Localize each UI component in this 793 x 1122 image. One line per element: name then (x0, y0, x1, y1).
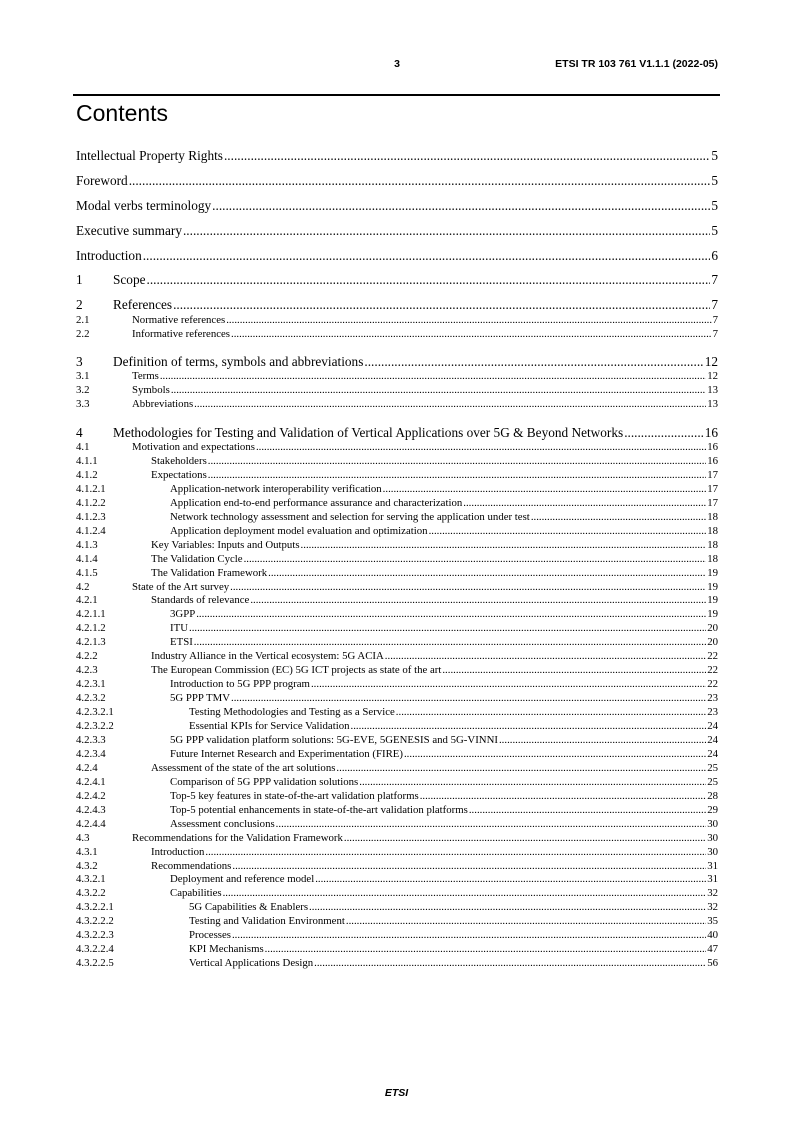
toc-entry-page: 23 (707, 692, 718, 705)
toc-entry-number: 3.1 (76, 370, 90, 382)
toc-entry-title: Definition of terms, symbols and abbreviations (113, 354, 364, 369)
toc-entry-number: 4.2.1.3 (76, 636, 106, 649)
toc-entry-title: Capabilities (170, 887, 222, 900)
toc-entry-page: 12 (704, 354, 718, 369)
toc-leader-dots (223, 887, 707, 900)
toc-entry-page: 5 (711, 198, 718, 213)
toc-entry-title: Testing and Validation Environment (189, 915, 345, 928)
toc-entry-title: Symbols (132, 384, 170, 396)
toc-leader-dots (189, 622, 706, 635)
toc-entry-page: 5 (711, 223, 718, 238)
toc-entry-number: 3.2 (76, 384, 90, 396)
toc-leader-dots (208, 455, 706, 468)
toc-entry-number: 1 (76, 272, 83, 287)
toc-leader-dots (383, 483, 707, 496)
toc-entry-title: Informative references (132, 328, 231, 340)
toc-entry-number: 4.2.3.1 (76, 678, 106, 691)
toc-leader-dots (336, 762, 706, 775)
toc-entry-title: Assessment of the state of the art solutions (151, 761, 336, 774)
toc-entry[interactable] (76, 525, 718, 538)
toc-entry-title: Key Variables: Inputs and Outputs (151, 538, 300, 551)
toc-entry[interactable] (76, 296, 718, 314)
toc-leader-dots (194, 636, 706, 649)
page-header (76, 56, 718, 72)
toc-entry-page: 47 (707, 943, 718, 956)
toc-entry-title: Top-5 key features in state-of-the-art validation platforms (170, 789, 419, 802)
toc-entry-number: 4.1.5 (76, 566, 98, 579)
toc-entry[interactable] (76, 328, 718, 341)
toc-leader-dots (385, 650, 706, 663)
toc-leader-dots (205, 846, 706, 859)
toc-entry-number: 4.3.2.1 (76, 873, 106, 886)
toc-entry-page: 18 (707, 538, 718, 551)
toc-entry-title: 5G PPP TMV (170, 692, 231, 705)
toc-entry[interactable] (76, 887, 718, 900)
toc-entry-page: 30 (707, 831, 718, 844)
toc-entry-page: 7 (712, 328, 718, 340)
toc-entry[interactable] (76, 846, 718, 859)
toc-leader-dots (171, 384, 706, 397)
toc-entry-page: 16 (707, 454, 718, 467)
toc-entry-title: Deployment and reference model (170, 873, 315, 886)
toc-entry[interactable] (76, 706, 718, 719)
toc-entry[interactable] (76, 636, 718, 649)
toc-entry-title: Industry Alliance in the Vertical ecosystem: 5G ACIA (151, 650, 384, 663)
toc-entry-title: Normative references (132, 314, 226, 326)
toc-leader-dots (346, 915, 706, 928)
toc-entry-number: 3 (76, 354, 83, 369)
toc-leader-dots (315, 873, 706, 886)
toc-entry-title: Introduction (151, 845, 205, 858)
toc-entry-page: 18 (707, 510, 718, 523)
toc-entry-title: Application deployment model evaluation and optimization (170, 524, 428, 537)
toc-entry-page: 29 (707, 803, 718, 816)
toc-leader-dots (344, 832, 706, 845)
toc-entry[interactable] (76, 734, 718, 747)
toc-entry[interactable] (76, 929, 718, 942)
toc-entry-number: 2.2 (76, 328, 90, 340)
toc-leader-dots (194, 398, 706, 411)
toc-entry[interactable] (76, 915, 718, 928)
toc-entry-number: 4.3.2.2.1 (76, 901, 114, 914)
toc-entry[interactable] (76, 581, 718, 594)
toc-entry-page: 7 (711, 297, 718, 312)
toc-leader-dots (231, 692, 706, 705)
toc-entry-title: Testing Methodologies and Testing as a Service (189, 706, 395, 719)
toc-entry-number: 4.2.4.4 (76, 817, 106, 830)
toc-entry[interactable] (76, 650, 718, 663)
toc-entry-number: 4.2.1.1 (76, 608, 106, 621)
toc-entry-page: 31 (707, 859, 718, 872)
toc-entry[interactable] (76, 353, 718, 371)
toc-leader-dots (232, 929, 706, 942)
toc-leader-dots (129, 172, 711, 190)
toc-entry-number: 4.2.3.4 (76, 747, 106, 760)
toc-entry[interactable] (76, 818, 718, 831)
toc-entry-number: 4.2.3.2.2 (76, 720, 114, 732)
toc-entry[interactable] (76, 497, 718, 510)
toc-entry[interactable] (76, 539, 718, 552)
toc-entry-page: 13 (707, 384, 718, 396)
toc-leader-dots (624, 424, 704, 442)
toc-entry-page: 25 (707, 761, 718, 774)
toc-entry-page: 17 (707, 468, 718, 481)
toc-entry-title: Stakeholders (151, 454, 207, 467)
toc-entry-title: Standards of relevance (151, 594, 250, 607)
toc-leader-dots (231, 328, 712, 341)
toc-entry-title: Introduction (76, 248, 142, 263)
toc-entry-page: 30 (707, 845, 718, 858)
toc-entry[interactable] (76, 790, 718, 803)
toc-entry-number: 4.2 (76, 580, 90, 593)
toc-entry-number: 4.2.4.2 (76, 789, 106, 802)
document-id: ETSI TR 103 761 V1.1.1 (2022-05) (555, 58, 718, 70)
toc-leader-dots (463, 497, 706, 510)
toc-entry-title: The Validation Framework (151, 566, 268, 579)
toc-entry-title: Executive summary (76, 223, 182, 238)
toc-entry-page: 5 (711, 148, 718, 163)
toc-entry-page: 23 (707, 706, 718, 719)
toc-leader-dots (301, 539, 707, 552)
toc-entry-title: State of the Art survey (132, 580, 230, 593)
toc-entry-page: 35 (707, 915, 718, 928)
toc-entry-title: Motivation and expectations (132, 441, 255, 453)
toc-leader-dots (244, 553, 707, 566)
toc-entry-page: 17 (707, 482, 718, 495)
toc-leader-dots (143, 247, 711, 265)
toc-entry[interactable] (76, 398, 718, 411)
toc-entry-number: 4.1 (76, 441, 90, 453)
toc-leader-dots (224, 147, 710, 165)
toc-entry-title: Expectations (151, 468, 207, 481)
toc-entry-number: 2 (76, 297, 83, 312)
toc-entry-title: Abbreviations (132, 398, 194, 410)
toc-leader-dots (212, 197, 710, 215)
toc-entry-page: 17 (707, 496, 718, 509)
toc-leader-dots (499, 734, 706, 747)
toc-leader-dots (147, 271, 711, 289)
toc-entry-page: 30 (707, 817, 718, 830)
toc-entry-title: Vertical Applications Design (189, 957, 314, 970)
toc-leader-dots (226, 314, 711, 327)
toc-entry[interactable] (76, 553, 718, 566)
toc-entry-title: The Validation Cycle (151, 552, 243, 565)
toc-leader-dots (351, 720, 707, 733)
toc-entry-title: Modal verbs terminology (76, 198, 212, 213)
toc-entry-page: 16 (707, 441, 718, 453)
toc-entry-title: Network technology assessment and selection for serving the application under test (170, 510, 530, 523)
toc-entry-title: ITU (170, 622, 188, 635)
toc-leader-dots (396, 706, 706, 719)
toc-entry-number: 4.2.3 (76, 664, 98, 677)
toc-leader-dots (469, 804, 706, 817)
toc-entry-number: 4.1.4 (76, 552, 98, 565)
toc-entry-page: 24 (707, 720, 718, 732)
toc-entry-page: 22 (707, 650, 718, 663)
toc-entry-page: 5 (711, 173, 718, 188)
toc-leader-dots (173, 296, 710, 314)
toc-entry-number: 4.2.2 (76, 650, 98, 663)
toc-entry-title: 5G Capabilities & Enablers (189, 901, 309, 914)
page-number: 3 (394, 58, 400, 70)
toc-entry-number: 4.3 (76, 831, 90, 844)
toc-entry[interactable] (76, 314, 718, 327)
toc-leader-dots (250, 594, 706, 607)
toc-entry-page: 32 (707, 901, 718, 914)
toc-entry[interactable] (76, 608, 718, 621)
toc-entry-number: 4.3.2.2.3 (76, 929, 114, 942)
toc-entry[interactable] (76, 483, 718, 496)
toc-leader-dots (265, 943, 707, 956)
toc-entry[interactable] (76, 172, 718, 190)
toc-entry-number: 4.2.1 (76, 594, 98, 607)
toc-entry[interactable] (76, 197, 718, 215)
toc-entry-title: The European Commission (EC) 5G ICT projects as state of the art (151, 664, 442, 677)
toc-entry-number: 4.2.1.2 (76, 622, 106, 635)
toc-entry[interactable] (76, 692, 718, 705)
toc-entry[interactable] (76, 594, 718, 607)
toc-entry[interactable] (76, 511, 718, 524)
toc-leader-dots (196, 608, 706, 621)
toc-entry-page: 18 (707, 552, 718, 565)
toc-entry-title: Foreword (76, 173, 128, 188)
toc-entry[interactable] (76, 455, 718, 468)
toc-entry-number: 4.1.3 (76, 538, 98, 551)
toc-entry-number: 4 (76, 425, 83, 440)
toc-entry[interactable] (76, 873, 718, 886)
toc-entry-number: 4.3.2.2.5 (76, 957, 114, 970)
toc-entry-number: 4.2.3.2 (76, 692, 106, 705)
toc-leader-dots (160, 370, 706, 383)
toc-leader-dots (364, 353, 703, 371)
toc-entry-title: Processes (189, 929, 231, 942)
toc-entry-title: Introduction to 5G PPP program (170, 678, 310, 691)
toc-entry-page: 18 (707, 524, 718, 537)
toc-leader-dots (311, 678, 706, 691)
toc-entry-page: 7 (712, 314, 718, 326)
toc-entry-number: 4.1.1 (76, 454, 98, 467)
toc-entry-title: Intellectual Property Rights (76, 148, 223, 163)
toc-entry-page: 19 (707, 580, 718, 593)
toc-leader-dots (256, 441, 706, 454)
toc-entry[interactable] (76, 832, 718, 845)
header-rule (73, 94, 720, 96)
toc-leader-dots (531, 511, 706, 524)
toc-leader-dots (309, 901, 706, 914)
toc-entry-title: ETSI (170, 636, 193, 649)
toc-entry-number: 4.3.1 (76, 845, 98, 858)
toc-entry-title: 3GPP (170, 608, 196, 621)
toc-entry-number: 4.3.2.2 (76, 887, 106, 900)
toc-entry[interactable] (76, 271, 718, 289)
toc-entry-page: 56 (707, 957, 718, 970)
toc-entry-title: 5G PPP validation platform solutions: 5G-EVE, 5GENESIS and 5G-VINNI (170, 733, 498, 746)
toc-leader-dots (208, 469, 706, 482)
toc-entry-page: 20 (707, 622, 718, 635)
toc-entry[interactable] (76, 567, 718, 580)
toc-entry-title: Methodologies for Testing and Validation of Vertical Applications over 5G & Beyond Networks (113, 425, 624, 440)
toc-entry-title: Recommendations (151, 859, 232, 872)
toc-entry-number: 4.1.2.4 (76, 524, 106, 537)
toc-leader-dots (232, 860, 706, 873)
toc-entry-page: 24 (707, 747, 718, 760)
toc-entry[interactable] (76, 678, 718, 691)
toc-entry-title: Scope (113, 272, 146, 287)
toc-entry[interactable] (76, 860, 718, 873)
toc-entry[interactable] (76, 622, 718, 635)
toc-entry-page: 31 (707, 873, 718, 886)
toc-entry[interactable] (76, 776, 718, 789)
toc-entry-title: Terms (132, 370, 159, 382)
toc-entry[interactable] (76, 469, 718, 482)
toc-entry-page: 19 (707, 594, 718, 607)
toc-entry-number: 4.1.2.1 (76, 482, 106, 495)
toc-entry-page: 7 (711, 272, 718, 287)
toc-entry[interactable] (76, 762, 718, 775)
toc-entry[interactable] (76, 804, 718, 817)
toc-leader-dots (230, 581, 706, 594)
page-title: Contents (76, 100, 169, 126)
toc-leader-dots (429, 525, 707, 538)
toc-entry-title: Comparison of 5G PPP validation solutions (170, 775, 359, 788)
toc-entry[interactable] (76, 222, 718, 240)
toc-entry-page: 16 (704, 425, 718, 440)
toc-entry-number: 4.1.2.3 (76, 510, 106, 523)
toc-entry-number: 4.3.2.2.2 (76, 915, 114, 928)
toc-entry[interactable] (76, 664, 718, 677)
toc-entry[interactable] (76, 720, 718, 733)
toc-entry-page: 22 (707, 678, 718, 691)
toc-leader-dots (442, 664, 706, 677)
toc-leader-dots (268, 567, 706, 580)
toc-entry-title: Assessment conclusions (170, 817, 275, 830)
toc-entry[interactable] (76, 943, 718, 956)
toc-entry-page: 12 (707, 370, 718, 382)
toc-entry-page: 24 (707, 733, 718, 746)
toc-entry-page: 28 (707, 789, 718, 802)
toc-entry-number: 4.2.3.3 (76, 733, 106, 746)
toc-entry[interactable] (76, 957, 718, 970)
toc-entry-page: 20 (707, 636, 718, 649)
toc-entry[interactable] (76, 147, 718, 165)
toc-leader-dots (314, 957, 706, 970)
toc-entry-number: 3.3 (76, 398, 90, 410)
toc-leader-dots (276, 818, 707, 831)
toc-entry-title: References (113, 297, 173, 312)
toc-entry-title: Top-5 potential enhancements in state-of-the-art validation platforms (170, 803, 468, 816)
toc-entry-page: 32 (707, 887, 718, 900)
toc-entry-number: 4.3.2 (76, 859, 98, 872)
toc-leader-dots (183, 222, 710, 240)
toc-entry-page: 19 (707, 566, 718, 579)
toc-entry-number: 4.3.2.2.4 (76, 943, 114, 956)
toc-entry-page: 25 (707, 775, 718, 788)
toc-entry-page: 40 (707, 929, 718, 942)
toc-entry-title: KPI Mechanisms (189, 943, 264, 956)
toc-entry-title: Recommendations for the Validation Framework (132, 831, 343, 844)
toc-entry-page: 19 (707, 608, 718, 621)
toc-entry-title: Application end-to-end performance assurance and characterization (170, 496, 463, 509)
toc-entry-title: Future Internet Research and Experimentation (FIRE) (170, 747, 403, 760)
page-footer: ETSI (384, 1087, 409, 1099)
toc-entry[interactable] (76, 748, 718, 761)
toc-entry-number: 2.1 (76, 314, 90, 326)
toc-entry-page: 6 (711, 248, 718, 263)
toc-entry-number: 4.1.2.2 (76, 496, 106, 509)
toc-entry-number: 4.2.4 (76, 761, 98, 774)
toc-entry-number: 4.2.3.2.1 (76, 706, 114, 719)
toc-entry-page: 13 (707, 398, 718, 410)
toc-entry-title: Essential KPIs for Service Validation (189, 720, 350, 732)
toc-entry-number: 4.2.4.3 (76, 803, 106, 816)
toc-entry-title: Application-network interoperability verification (170, 482, 382, 495)
toc-leader-dots (420, 790, 707, 803)
toc-entry[interactable] (76, 384, 718, 397)
toc-entry-page: 22 (707, 664, 718, 677)
toc-leader-dots (359, 776, 706, 789)
toc-entry[interactable] (76, 901, 718, 914)
toc-entry[interactable] (76, 370, 718, 383)
toc-entry[interactable] (76, 424, 718, 442)
toc-entry-number: 4.1.2 (76, 468, 98, 481)
toc-entry-number: 4.2.4.1 (76, 775, 106, 788)
toc-leader-dots (404, 748, 706, 761)
toc-entry[interactable] (76, 247, 718, 265)
toc-entry[interactable] (76, 441, 718, 454)
